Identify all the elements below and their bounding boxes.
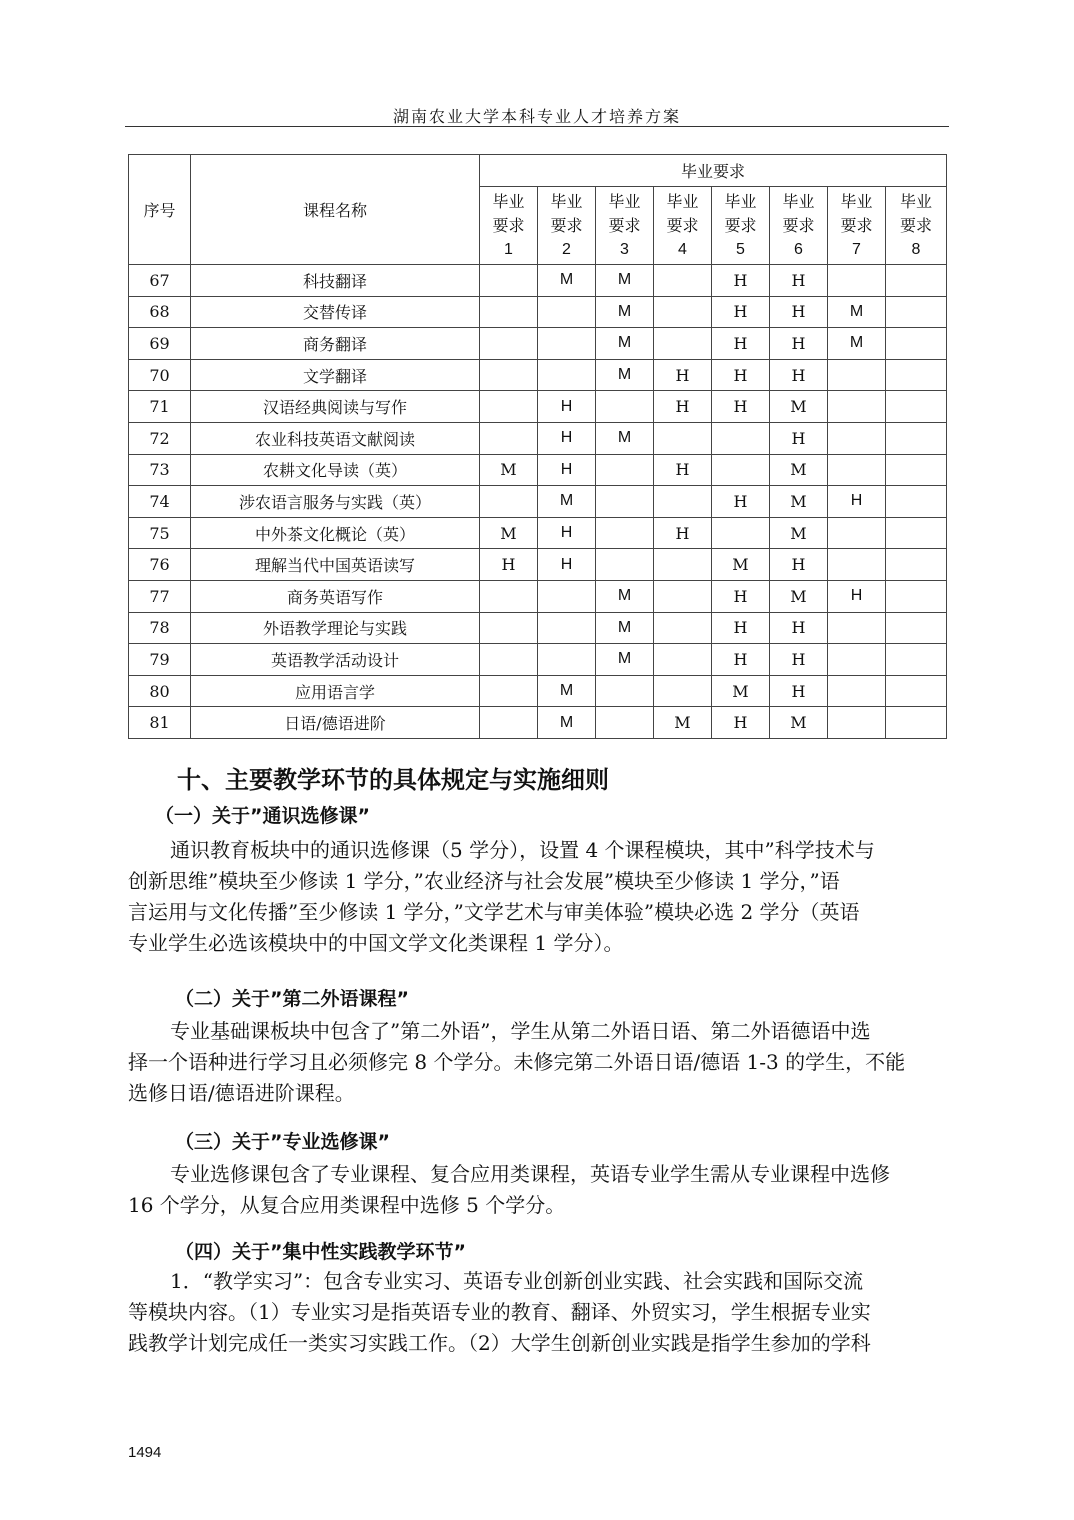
requirement-cell: H	[538, 454, 596, 486]
header-seq: 序号	[129, 155, 191, 265]
requirement-cell	[654, 422, 712, 454]
section-title: 十、主要教学环节的具体规定与实施细则	[177, 766, 609, 794]
requirement-header-mid: 要求	[840, 215, 873, 235]
table-row	[129, 517, 947, 549]
requirement-cell: H	[480, 549, 538, 581]
requirement-header-4	[654, 187, 712, 265]
requirement-cell: M	[538, 707, 596, 739]
requirement-cell	[480, 675, 538, 707]
requirement-header-num: 1	[504, 240, 513, 258]
requirement-cell	[886, 359, 947, 391]
requirement-cell	[654, 265, 712, 297]
table-header-row	[129, 155, 947, 187]
requirement-cell: M	[538, 486, 596, 518]
row-seq: 71	[129, 391, 191, 423]
requirement-cell	[654, 549, 712, 581]
paragraph-line: 言运用与文化传播”至少修读 1 学分，”文学艺术与审美体验”模块必选 2 学分（英语	[128, 900, 860, 924]
requirement-cell: H	[770, 265, 828, 297]
row-course-name: 农业科技英语文献阅读	[191, 422, 480, 454]
requirement-cell	[480, 296, 538, 328]
row-course-name: 商务英语写作	[191, 580, 480, 612]
requirement-cell: M	[712, 675, 770, 707]
requirement-header-mid: 要求	[782, 215, 815, 235]
requirement-cell	[480, 612, 538, 644]
requirement-cell: H	[538, 549, 596, 581]
requirement-cell: H	[712, 328, 770, 360]
requirement-cell	[596, 454, 654, 486]
requirement-header-2	[538, 187, 596, 265]
requirement-cell	[712, 454, 770, 486]
requirement-cell	[828, 549, 886, 581]
requirement-cell: H	[712, 644, 770, 676]
requirement-cell: H	[770, 549, 828, 581]
requirement-cell: M	[596, 422, 654, 454]
requirement-cell: M	[538, 675, 596, 707]
requirement-cell	[596, 549, 654, 581]
requirement-header-5	[712, 187, 770, 265]
requirement-cell: H	[712, 707, 770, 739]
requirement-cell: M	[770, 707, 828, 739]
paragraph-line: 专业学生必选该模块中的中国文学文化类课程 1 学分）。	[128, 931, 624, 955]
requirement-cell: M	[654, 707, 712, 739]
requirement-cell: H	[712, 265, 770, 297]
subsection-1-title: （一）关于”通识选修课”	[155, 805, 370, 827]
requirement-cell: M	[596, 265, 654, 297]
row-seq: 74	[129, 486, 191, 518]
header-course-name: 课程名称	[191, 155, 480, 265]
paragraph-line: 践教学计划完成任一类实习实践工作。（2）大学生创新创业实践是指学生参加的学科	[128, 1331, 871, 1355]
requirement-header-top: 毕业	[608, 191, 641, 211]
row-seq: 76	[129, 549, 191, 581]
paragraph-line: 择一个语种进行学习且必须修完 8 个学分。未修完第二外语日语/德语 1-3 的学生，不能	[128, 1050, 906, 1074]
requirement-cell	[886, 517, 947, 549]
requirement-cell	[538, 580, 596, 612]
requirement-cell: H	[770, 296, 828, 328]
requirement-cell: H	[828, 486, 886, 518]
row-course-name: 应用语言学	[191, 675, 480, 707]
requirement-cell: H	[712, 296, 770, 328]
requirement-header-top: 毕业	[900, 191, 933, 211]
paragraph-line: 1．“教学实习”：包含专业实习、英语专业创新创业实践、社会实践和国际交流	[170, 1269, 864, 1293]
requirement-cell	[538, 328, 596, 360]
requirement-cell	[654, 612, 712, 644]
table-row	[129, 549, 947, 581]
requirement-cell: H	[538, 517, 596, 549]
table-row	[129, 296, 947, 328]
requirement-cell: H	[712, 359, 770, 391]
requirement-header-mid: 要求	[666, 215, 699, 235]
requirement-cell	[886, 391, 947, 423]
requirement-cell	[480, 359, 538, 391]
table-body	[129, 265, 947, 739]
subsection-1-paragraph	[128, 835, 948, 959]
row-seq: 72	[129, 422, 191, 454]
requirement-cell	[886, 454, 947, 486]
requirement-cell	[886, 707, 947, 739]
requirement-cell	[886, 675, 947, 707]
row-seq: 69	[129, 328, 191, 360]
requirement-cell: H	[770, 644, 828, 676]
requirement-cell	[654, 486, 712, 518]
requirement-cell	[886, 549, 947, 581]
row-seq: 80	[129, 675, 191, 707]
row-course-name: 汉语经典阅读与写作	[191, 391, 480, 423]
requirement-header-top: 毕业	[840, 191, 873, 211]
row-course-name: 农耕文化导读（英）	[191, 454, 480, 486]
requirement-header-1	[480, 187, 538, 265]
requirement-cell	[538, 296, 596, 328]
requirement-cell: M	[596, 580, 654, 612]
requirement-cell: H	[538, 391, 596, 423]
table-row	[129, 675, 947, 707]
requirement-cell	[886, 486, 947, 518]
subsection-2-paragraph	[128, 1016, 948, 1109]
table-row	[129, 486, 947, 518]
requirement-cell	[886, 265, 947, 297]
row-seq: 70	[129, 359, 191, 391]
requirement-cell: M	[828, 328, 886, 360]
paragraph-line: 专业基础课板块中包含了”第二外语”，学生从第二外语日语、第二外语德语中选	[170, 1019, 871, 1043]
requirement-cell: M	[596, 644, 654, 676]
requirement-header-num: 4	[678, 240, 687, 258]
paragraph-line: 16 个学分，从复合应用类课程中选修 5 个学分。	[128, 1193, 566, 1217]
requirement-header-top: 毕业	[724, 191, 757, 211]
requirement-cell	[886, 612, 947, 644]
requirement-cell	[480, 391, 538, 423]
requirement-header-mid: 要求	[900, 215, 933, 235]
requirement-header-num: 6	[794, 240, 803, 258]
requirement-cell	[828, 391, 886, 423]
requirement-cell	[886, 422, 947, 454]
requirement-cell: M	[480, 517, 538, 549]
requirement-cell: M	[596, 296, 654, 328]
requirement-cell	[654, 675, 712, 707]
row-course-name: 交替传译	[191, 296, 480, 328]
header-rule	[125, 126, 949, 127]
requirement-cell: H	[654, 359, 712, 391]
requirement-cell: H	[654, 454, 712, 486]
subsection-4-title: （四）关于”集中性实践教学环节”	[175, 1241, 466, 1263]
subsection-3-title: （三）关于”专业选修课”	[175, 1131, 390, 1153]
row-seq: 79	[129, 644, 191, 676]
row-course-name: 文学翻译	[191, 359, 480, 391]
requirement-cell	[886, 328, 947, 360]
requirement-header-num: 5	[736, 240, 745, 258]
requirement-header-8	[886, 187, 947, 265]
requirement-cell: M	[596, 359, 654, 391]
requirement-cell: H	[770, 328, 828, 360]
requirement-cell	[886, 644, 947, 676]
header-graduation-requirements: 毕业要求	[480, 155, 947, 187]
requirement-cell: H	[712, 580, 770, 612]
requirement-cell	[480, 328, 538, 360]
table-row	[129, 454, 947, 486]
requirement-cell: H	[770, 675, 828, 707]
requirement-cell	[654, 328, 712, 360]
requirement-cell: M	[596, 328, 654, 360]
table-row	[129, 422, 947, 454]
paragraph-line: 专业选修课包含了专业课程、复合应用类课程，英语专业学生需从专业课程中选修	[170, 1162, 890, 1186]
requirement-cell: M	[712, 549, 770, 581]
table-row	[129, 612, 947, 644]
subsection-3-paragraph	[128, 1159, 948, 1221]
paragraph-line: 通识教育板块中的通识选修课（5 学分），设置 4 个课程模块，其中”科学技术与	[170, 838, 875, 862]
row-course-name: 理解当代中国英语读写	[191, 549, 480, 581]
requirement-header-num: 2	[562, 240, 571, 258]
requirement-header-mid: 要求	[608, 215, 641, 235]
requirement-cell	[480, 580, 538, 612]
requirement-cell: M	[770, 517, 828, 549]
requirement-cell	[654, 644, 712, 676]
table-row	[129, 391, 947, 423]
requirement-cell: H	[712, 612, 770, 644]
requirement-header-top: 毕业	[666, 191, 699, 211]
requirement-cell: M	[770, 580, 828, 612]
requirement-header-num: 7	[852, 240, 861, 258]
requirement-cell: H	[712, 391, 770, 423]
requirement-cell	[828, 612, 886, 644]
requirement-cell: H	[770, 422, 828, 454]
requirement-cell	[596, 391, 654, 423]
requirement-cell	[828, 422, 886, 454]
requirement-cell: M	[770, 486, 828, 518]
row-course-name: 科技翻译	[191, 265, 480, 297]
row-seq: 75	[129, 517, 191, 549]
requirement-cell: H	[712, 486, 770, 518]
paragraph-line: 选修日语/德语进阶课程。	[128, 1081, 355, 1105]
requirement-header-num: 3	[620, 240, 629, 258]
requirement-cell	[828, 707, 886, 739]
requirement-cell	[596, 675, 654, 707]
requirement-cell: M	[538, 265, 596, 297]
requirement-cell: H	[828, 580, 886, 612]
table-row	[129, 644, 947, 676]
table-row	[129, 707, 947, 739]
row-seq: 73	[129, 454, 191, 486]
requirement-cell: H	[654, 391, 712, 423]
requirement-cell	[480, 486, 538, 518]
row-seq: 81	[129, 707, 191, 739]
requirement-header-mid: 要求	[492, 215, 525, 235]
requirement-header-top: 毕业	[782, 191, 815, 211]
row-seq: 77	[129, 580, 191, 612]
requirement-cell	[654, 580, 712, 612]
row-course-name: 中外茶文化概论（英）	[191, 517, 480, 549]
requirement-cell	[828, 265, 886, 297]
graduation-requirements-table	[128, 154, 947, 739]
page-header-title: 湖南农业大学本科专业人才培养方案	[392, 107, 681, 126]
requirement-header-top: 毕业	[550, 191, 583, 211]
requirement-header-top: 毕业	[492, 191, 525, 211]
requirement-cell: H	[654, 517, 712, 549]
row-seq: 78	[129, 612, 191, 644]
row-course-name: 涉农语言服务与实践（英）	[191, 486, 480, 518]
requirement-cell: M	[480, 454, 538, 486]
requirement-cell	[480, 644, 538, 676]
table-row	[129, 328, 947, 360]
requirement-cell	[480, 707, 538, 739]
table-row	[129, 359, 947, 391]
requirement-cell	[480, 422, 538, 454]
requirement-cell	[538, 359, 596, 391]
requirement-cell: M	[770, 391, 828, 423]
paragraph-line: 等模块内容。（1）专业实习是指英语专业的教育、翻译、外贸实习，学生根据专业实	[128, 1300, 871, 1324]
requirement-cell	[654, 296, 712, 328]
subsection-2-title: （二）关于”第二外语课程”	[175, 988, 409, 1010]
row-course-name: 英语教学活动设计	[191, 644, 480, 676]
requirement-cell: M	[596, 612, 654, 644]
requirement-cell	[712, 517, 770, 549]
requirement-cell	[538, 644, 596, 676]
requirement-cell	[538, 612, 596, 644]
requirement-header-3	[596, 187, 654, 265]
requirement-cell	[712, 422, 770, 454]
paragraph-line: 创新思维”模块至少修读 1 学分，”农业经济与社会发展”模块至少修读 1 学分，”语	[128, 869, 840, 893]
requirement-cell	[886, 296, 947, 328]
row-course-name: 外语教学理论与实践	[191, 612, 480, 644]
requirement-cell	[480, 265, 538, 297]
requirement-header-num: 8	[911, 240, 921, 258]
requirement-cell: M	[770, 454, 828, 486]
table-row	[129, 580, 947, 612]
requirement-cell: H	[538, 422, 596, 454]
requirement-header-6	[770, 187, 828, 265]
requirement-header-mid: 要求	[724, 215, 757, 235]
row-course-name: 商务翻译	[191, 328, 480, 360]
requirement-cell	[828, 644, 886, 676]
requirement-cell	[828, 675, 886, 707]
requirement-cell	[828, 359, 886, 391]
requirement-cell: M	[828, 296, 886, 328]
requirement-header-7	[828, 187, 886, 265]
requirement-header-mid: 要求	[550, 215, 583, 235]
subsection-4-paragraph	[128, 1266, 948, 1359]
row-seq: 67	[129, 265, 191, 297]
requirement-cell	[596, 707, 654, 739]
requirement-cell	[828, 517, 886, 549]
row-course-name: 日语/德语进阶	[191, 707, 480, 739]
requirement-cell	[596, 517, 654, 549]
requirement-cell: H	[770, 359, 828, 391]
requirement-cell	[828, 454, 886, 486]
requirement-cell: H	[770, 612, 828, 644]
page-number: 1494	[128, 1444, 162, 1461]
row-seq: 68	[129, 296, 191, 328]
requirement-cell	[886, 580, 947, 612]
requirement-cell	[596, 486, 654, 518]
table-row	[129, 265, 947, 297]
